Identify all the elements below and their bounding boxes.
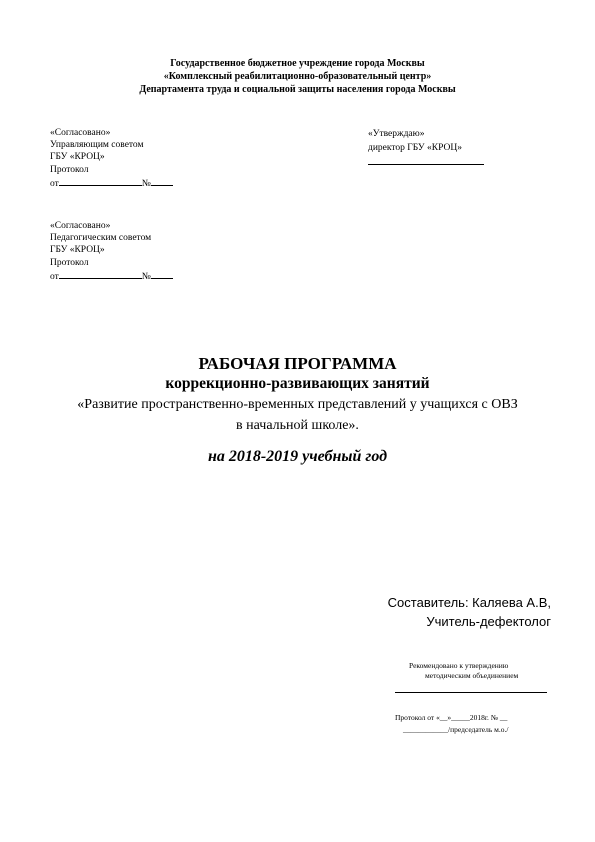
- date-blank-line: [59, 269, 142, 279]
- protocol-line: Протокол от «__»_____2018г. № __: [395, 713, 508, 722]
- agreement-date-row: [50, 176, 173, 190]
- approval-title: «Утверждаю»: [368, 129, 425, 139]
- signature-line: [395, 692, 547, 693]
- header-line-2: «Комплексный реабилитационно-образовательный центр»: [163, 71, 432, 82]
- agreement-line: Протокол: [50, 164, 89, 175]
- approval-block: [368, 127, 484, 165]
- composer-block: [0, 593, 551, 631]
- number-blank-line: [151, 269, 173, 279]
- number-label: №: [141, 178, 151, 189]
- agreement-line: Педагогическим советом: [50, 233, 152, 244]
- agreement-line: Управляющим советом: [50, 140, 144, 151]
- date-blank-line: [59, 176, 142, 186]
- recommendation-line: Рекомендовано к утверждению: [409, 661, 509, 670]
- header-line-3: Департамента труда и социальной защиты населения города Москвы: [139, 84, 456, 95]
- agreement-line: ГБУ «КРОЦ»: [50, 245, 105, 256]
- recommendation-block: [395, 661, 547, 693]
- number-label: №: [141, 271, 151, 282]
- approval-line: директор ГБУ «КРОЦ»: [368, 143, 462, 153]
- agreement-block-pedagogical: [50, 220, 173, 283]
- protocol-footer: [395, 712, 508, 736]
- program-title-block: [0, 354, 595, 467]
- program-name-line: «Развитие пространственно-временных представлений у учащихся с ОВЗ: [77, 397, 518, 412]
- agreement-date-row: [50, 269, 173, 283]
- chairman-line: ____________/председатель м.о./: [403, 725, 509, 734]
- academic-year: на 2018-2019 учебный год: [207, 448, 388, 465]
- signature-line: [368, 164, 484, 165]
- from-label: от: [50, 178, 59, 189]
- agreement-line: Протокол: [50, 257, 89, 268]
- from-label: от: [50, 271, 59, 282]
- recommendation-line: методическим объединением: [425, 671, 519, 680]
- agreement-title: «Согласовано»: [50, 221, 111, 231]
- program-name-line: в начальной школе».: [236, 418, 359, 433]
- composer-role: Учитель-дефектолог: [426, 614, 551, 629]
- document-subtitle: коррекционно-развивающих занятий: [165, 375, 430, 392]
- agreement-title: «Согласовано»: [50, 128, 111, 138]
- agreement-line: ГБУ «КРОЦ»: [50, 152, 105, 163]
- institution-header: [0, 57, 595, 96]
- composer-name: Составитель: Каляева А.В,: [387, 595, 551, 610]
- document-title: РАБОЧАЯ ПРОГРАММА: [198, 354, 397, 373]
- agreement-block-council: [50, 127, 173, 190]
- header-line-1: Государственное бюджетное учреждение города Москвы: [170, 58, 425, 69]
- number-blank-line: [151, 176, 173, 186]
